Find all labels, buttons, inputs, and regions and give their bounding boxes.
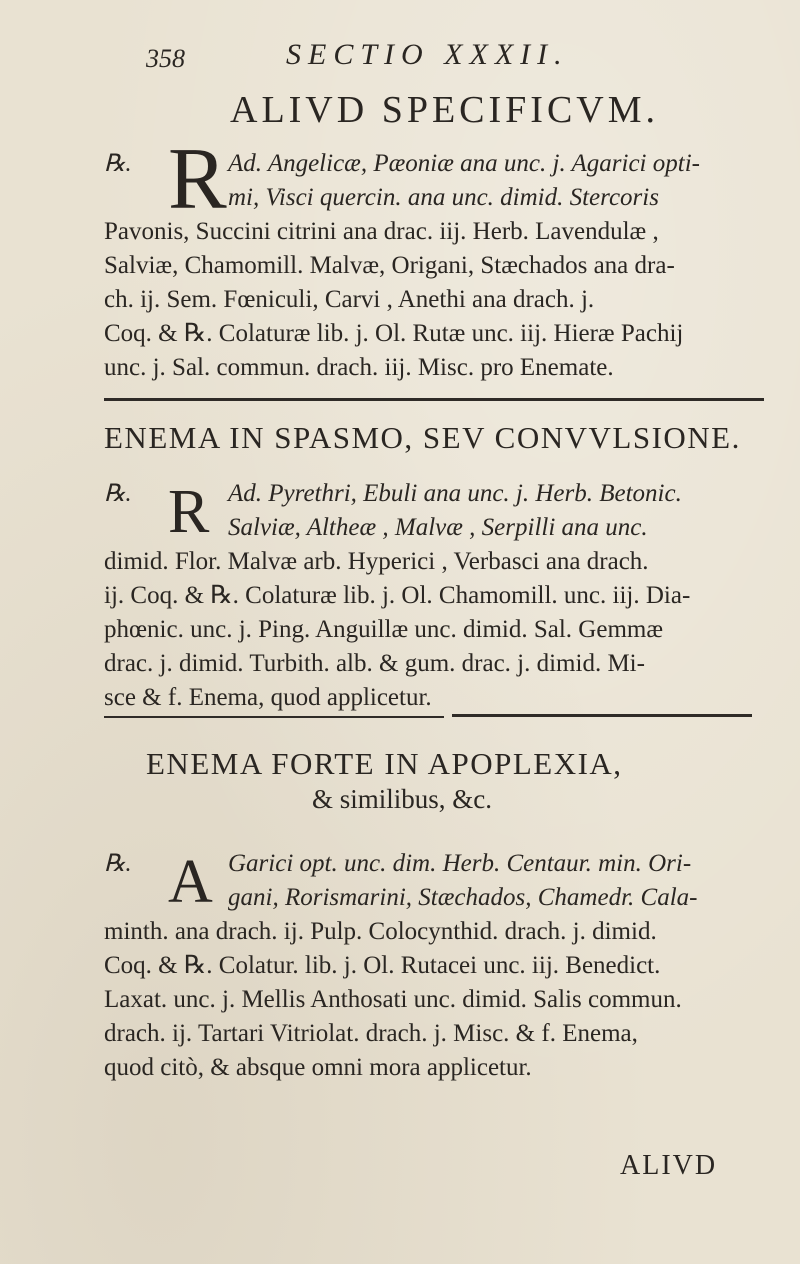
page-number: 358 xyxy=(146,44,185,73)
text-line: Salviæ, Altheæ , Malvæ , Serpilli ana unc. xyxy=(228,514,648,541)
text-line: phœnic. unc. j. Ping. Anguillæ unc. dimid. Sal. Gemmæ xyxy=(104,616,664,643)
text-line: dimid. Flor. Malvæ arb. Hyperici , Verbasci ana drach. xyxy=(104,548,649,575)
recipe-spasm xyxy=(104,478,764,711)
section-title: ALIVD SPECIFICVM. xyxy=(230,89,660,131)
text-line: minth. ana drach. ij. Pulp. Colocynthid. drach. j. dimid. xyxy=(104,918,657,945)
running-head: SECTIO XXXII. xyxy=(286,38,569,71)
recipe-symbol: ℞. xyxy=(104,151,132,177)
text-line: Laxat. unc. j. Mellis Anthosati unc. dimid. Salis commun. xyxy=(104,986,682,1013)
section-rule xyxy=(452,714,752,717)
text-line: unc. j. Sal. commun. drach. iij. Misc. pro Enemate. xyxy=(104,354,614,381)
section-heading: ENEMA FORTE IN APOPLEXIA, xyxy=(146,746,623,781)
section-heading: ENEMA IN SPASMO, SEV CONVVLSIONE. xyxy=(104,420,741,455)
text-line: Coq. & ℞. Colatur. lib. j. Ol. Rutacei unc. iij. Benedict. xyxy=(104,952,661,979)
text-line: ch. ij. Sem. Fœniculi, Carvi , Anethi ana drach. j. xyxy=(104,286,595,313)
section-rule xyxy=(104,716,444,718)
recipe-apoplexy xyxy=(104,848,764,1080)
text-line: drach. ij. Tartari Vitriolat. drach. j. Misc. & f. Enema, xyxy=(104,1020,638,1047)
text-line: Coq. & ℞. Colaturæ lib. j. Ol. Rutæ unc. iij. Hieræ Pachij xyxy=(104,320,684,347)
recipe-aliud-specificum xyxy=(104,131,764,381)
text-line: Pavonis, Succini citrini ana drac. iij. Herb. Lavendulæ , xyxy=(104,218,659,245)
text-line: gani, Rorismarini, Stæchados, Chamedr. Cala- xyxy=(228,884,698,911)
drop-cap: A xyxy=(168,848,213,916)
text-line: ij. Coq. & ℞. Colaturæ lib. j. Ol. Chamomill. unc. iij. Dia- xyxy=(104,582,691,609)
drop-cap: R xyxy=(168,478,210,546)
text-line: drac. j. dimid. Turbith. alb. & gum. drac. j. dimid. Mi- xyxy=(104,650,645,677)
text-line: mi, Visci quercin. ana unc. dimid. Stercoris xyxy=(228,184,659,211)
recipe-symbol: ℞. xyxy=(104,851,132,877)
drop-cap: R xyxy=(168,131,227,228)
text-line: Ad. Angelicæ, Pæoniæ ana unc. j. Agarici opti- xyxy=(228,150,700,177)
text-line: Garici opt. unc. dim. Herb. Centaur. min. Ori- xyxy=(228,850,692,877)
page-header xyxy=(146,38,706,78)
catchword: ALIVD xyxy=(620,1150,718,1181)
text-line: Salviæ, Chamomill. Malvæ, Origani, Stæchados ana dra- xyxy=(104,252,675,279)
section-subheading: & similibus, &c. xyxy=(312,784,493,814)
text-line: sce & f. Enema, quod applicetur. xyxy=(104,684,432,711)
section-rule xyxy=(104,398,764,401)
text-line: Ad. Pyrethri, Ebuli ana unc. j. Herb. Betonic. xyxy=(228,480,682,507)
text-line: quod citò, & absque omni mora applicetur. xyxy=(104,1054,532,1081)
recipe-symbol: ℞. xyxy=(104,481,132,507)
